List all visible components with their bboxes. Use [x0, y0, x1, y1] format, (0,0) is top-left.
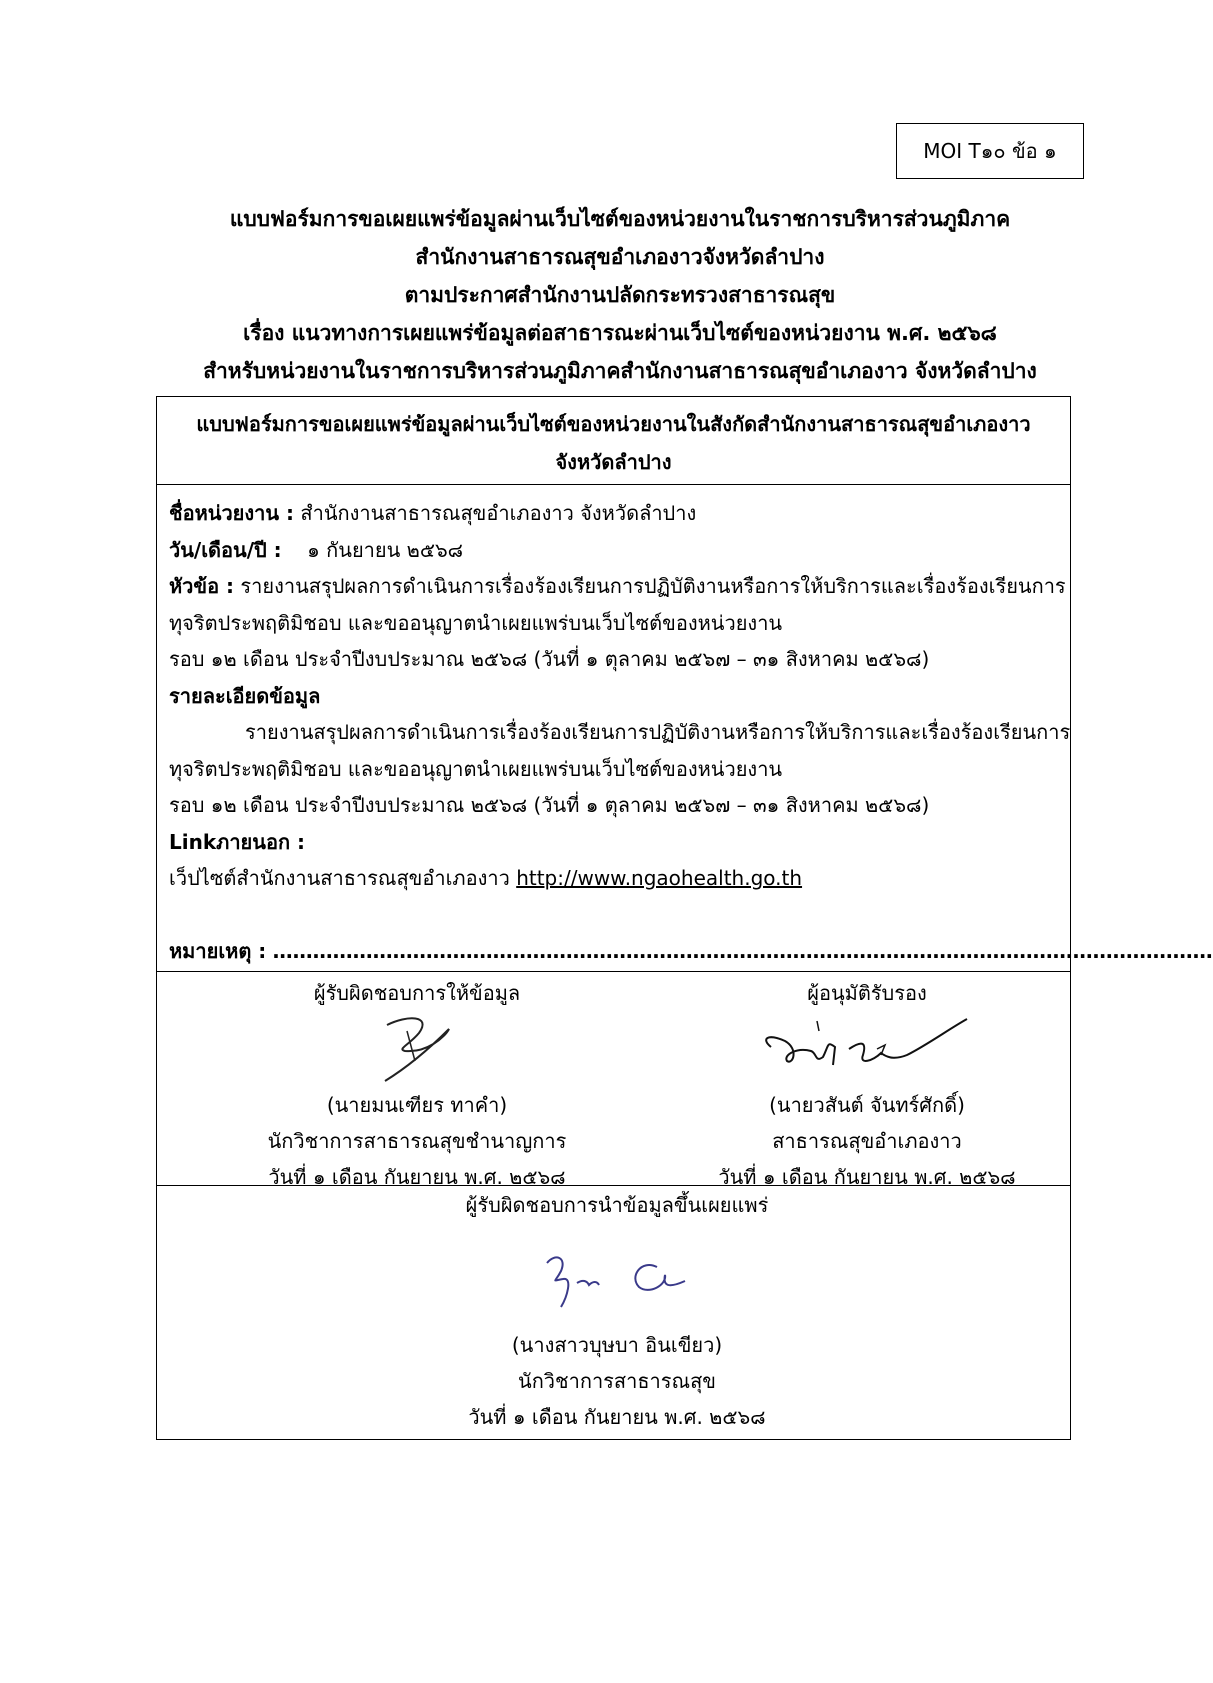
header-line-4: เรื่อง แนวทางการเผยแพร่ข้อมูลต่อสาธารณะผ่านเว็บไซต์ของหน่วยงาน พ.ศ. ๒๕๖๘: [243, 321, 997, 345]
header-line-3: ตามประกาศสำนักงานปลัดกระทรวงสาธารณสุข: [404, 283, 836, 307]
divider: [157, 484, 1070, 485]
topic-line-1: รายงานสรุปผลการดำเนินการเรื่องร้องเรียนการปฏิบัติงานหรือการให้บริการและเรื่องร้องเรียนการ: [240, 574, 1066, 598]
link-row: [169, 860, 1060, 897]
publisher-signature-block: [377, 1187, 857, 1435]
publisher-role: ผู้รับผิดชอบการนำข้อมูลขึ้นเผยแพร่: [465, 1193, 769, 1217]
publisher-name: (นางสาวบุษบา อินเขียว): [511, 1333, 723, 1357]
agency-value: สำนักงานสาธารณสุขอำเภองาว จังหวัดลำปาง: [300, 501, 697, 525]
approver-date: วันที่ ๑ เดือน กันยายน พ.ศ. ๒๕๖๘: [718, 1165, 1016, 1189]
divider: [157, 1185, 1070, 1186]
agency-label: ชื่อหน่วยงาน :: [169, 501, 295, 525]
publisher-position: นักวิชาการสาธารณสุข: [518, 1369, 716, 1393]
provider-signature-block: [217, 975, 617, 1195]
remark-dots: ……………………………………………………………………………………………………………………………: [272, 938, 1213, 963]
publisher-date: วันที่ ๑ เดือน กันยายน พ.ศ. ๒๕๖๘: [468, 1405, 766, 1429]
publisher-signature: [517, 1223, 717, 1327]
provider-date: วันที่ ๑ เดือน กันยายน พ.ศ. ๒๕๖๘: [268, 1165, 566, 1189]
remark-row: [169, 933, 1213, 970]
link-prefix: เว็ปไซต์สำนักงานสาธารณสุขอำเภองาว: [169, 866, 510, 890]
link-label: Linkภายนอก :: [169, 829, 306, 854]
agency-row: [169, 495, 1060, 532]
reference-code: MOI T๑๐ ข้อ ๑: [923, 139, 1057, 163]
approver-role: ผู้อนุมัติรับรอง: [807, 981, 927, 1005]
topic-row: [169, 568, 1066, 605]
provider-name: (นายมนเฑียร ทาคำ): [326, 1093, 508, 1117]
topic-line-3: รอบ ๑๒ เดือน ประจำปีงบประมาณ ๒๕๖๘ (วันที่ ๑ ตุลาคม ๒๕๖๗ – ๓๑ สิงหาคม ๒๕๖๘): [169, 647, 930, 671]
approver-position: สาธารณสุขอำเภองาว: [772, 1129, 962, 1153]
topic-label: หัวข้อ :: [169, 574, 235, 598]
form-table: [156, 396, 1213, 1440]
form-body: [169, 495, 1213, 969]
header-line-1: แบบฟอร์มการขอเผยแพร่ข้อมูลผ่านเว็บไซต์ของหน่วยงานในราชการบริหารส่วนภูมิภาค: [229, 207, 1011, 231]
topic-line-2: ทุจริตประพฤติมิชอบ และขออนุญาตนำเผยแพร่บนเว็บไซต์ของหน่วยงาน: [169, 610, 783, 635]
reference-code-box: [896, 123, 1084, 179]
date-value: ๑ กันยายน ๒๕๖๘: [307, 537, 464, 562]
form-title-line-1: แบบฟอร์มการขอเผยแพร่ข้อมูลผ่านเว็บไซต์ของหน่วยงานในสังกัดสำนักงานสาธารณสุขอำเภองาว: [196, 412, 1031, 436]
date-label: วัน/เดือน/ปี :: [169, 537, 282, 562]
details-line-3: รอบ ๑๒ เดือน ประจำปีงบประมาณ ๒๕๖๘ (วันที่ ๑ ตุลาคม ๒๕๖๗ – ๓๑ สิงหาคม ๒๕๖๘): [169, 793, 930, 817]
approver-name: (นายวสันต์ จันทร์ศักดิ์): [769, 1093, 965, 1117]
header-line-2: สำนักงานสาธารณสุขอำเภองาวจังหวัดลำปาง: [415, 245, 825, 269]
approver-signature: [757, 1011, 977, 1087]
provider-role: ผู้รับผิดชอบการให้ข้อมูล: [313, 981, 521, 1005]
details-line-1: รายงานสรุปผลการดำเนินการเรื่องร้องเรียนการปฏิบัติงานหรือการให้บริการและเรื่องร้องเรียนการ: [245, 720, 1071, 744]
remark-label: หมายเหตุ :: [169, 938, 267, 963]
details-label: รายละเอียดข้อมูล: [169, 683, 321, 708]
form-title-line-2: จังหวัดลำปาง: [555, 450, 672, 474]
provider-position: นักวิชาการสาธารณสุขชำนาญการ: [267, 1129, 567, 1153]
form-title: [157, 405, 1070, 481]
website-link[interactable]: http://www.ngaohealth.go.th: [516, 866, 803, 890]
date-row: [169, 532, 1060, 569]
approver-signature-block: [677, 975, 1057, 1195]
details-line-2: ทุจริตประพฤติมิชอบ และขออนุญาตนำเผยแพร่บนเว็บไซต์ของหน่วยงาน: [169, 756, 783, 781]
header-line-5: สำหรับหน่วยงานในราชการบริหารส่วนภูมิภาคสำนักงานสาธารณสุขอำเภองาว จังหวัดลำปาง: [203, 359, 1037, 383]
divider: [157, 971, 1070, 972]
document-header: [120, 200, 1120, 390]
provider-signature: [357, 1011, 477, 1087]
